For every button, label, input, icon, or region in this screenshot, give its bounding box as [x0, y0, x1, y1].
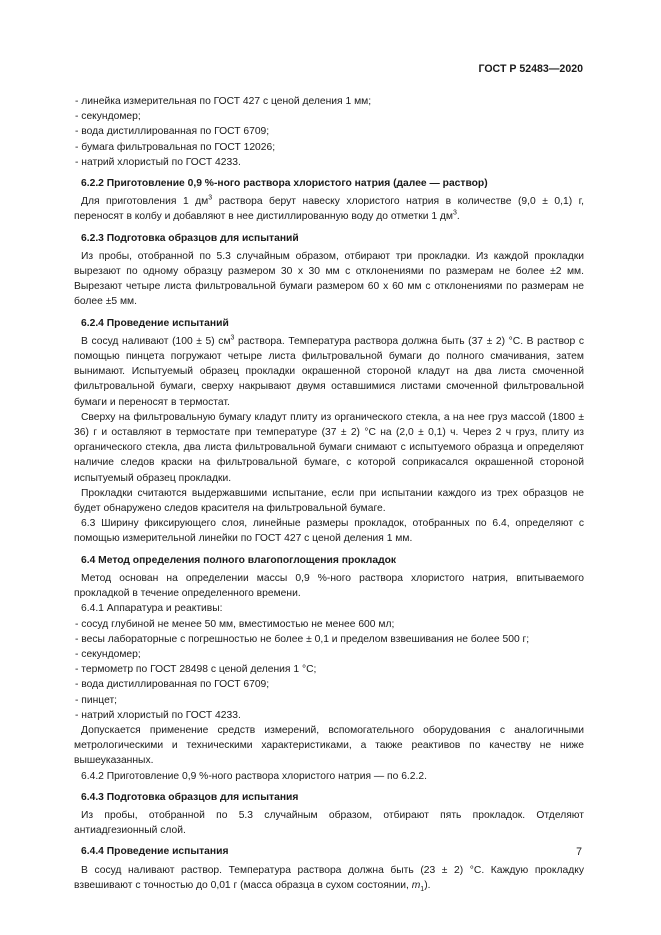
section-6-4-paragraph-1: Метод основан на определении массы 0,9 %-ного раствора хлористого натрия, впитываемого прокладкой в течение определенного времени.: [74, 572, 584, 600]
superscript: 3: [230, 334, 235, 342]
list-item: - линейка измерительная по ГОСТ 427 с ценой деления 1 мм;: [75, 96, 372, 107]
subscript: 1: [420, 885, 425, 893]
list-item: - весы лабораторные с погрешностью не более ± 0,1 и пределом взвешивания не более 500 г;: [75, 633, 530, 645]
list-item: - вода дистиллированная по ГОСТ 6709;: [75, 679, 270, 691]
page-number: 7: [576, 846, 582, 858]
section-6-3-paragraph: 6.3 Ширину фиксирующего слоя, линейные размеры прокладок, отобранных по 6.4, определяют с помощью измерительной линейки по ГОСТ 427 с ценой деления 1 мм.: [74, 518, 584, 545]
section-6-2-4-paragraph-1: В сосуд наливают (100 ± 5) $см^3$ раствора. Температура раствора должна быть (37 ± 2) °С. В раствор с помощью пинцета погружают четыре листа фильтровальной бумаги до полного смачивания, затем вынимают. Испытуемый образец прокладки окрашенной стороной кладут на два листа смоченной фильтровальной бумаги, сверху накрывают двумя оставшимися листами смоченной фильтровальной бумаги и переносят в термостат.: [74, 334, 584, 408]
equipment-list: [74, 94, 584, 170]
superscript: 3: [453, 210, 457, 217]
page-content: [74, 94, 584, 893]
section-6-4-3-paragraph: Из пробы, отобранной по 5.3 случайным образом, отбирают пять прокладок. Отделяют антиадгезионный слой.: [74, 809, 584, 837]
standard-header: ГОСТ Р 52483—2020: [478, 63, 583, 75]
section-6-4-4-paragraph: В сосуд наливают раствор. Температура раствора должна быть (23 ± 2) °С. Каждую прокладку взвешивают с точностью до 0,01 г (масса образца в сухом состоянии, $m_1$).: [74, 864, 584, 893]
section-6-2-3-title: 6.2.3 Подготовка образцов для испытаний: [81, 232, 299, 244]
section-6-2-4-paragraph-3: Прокладки считаются выдержавшими испытание, если при испытании каждого из трех образцов не будет обнаружено следов красителя на фильтровальной бумаге.: [74, 487, 584, 515]
section-6-4-title: 6.4 Метод определения полного влагопоглощения прокладок: [81, 554, 397, 566]
section-6-4-1-label: 6.4.1 Аппаратура и реактивы:: [81, 603, 223, 615]
section-6-4-2-paragraph: 6.4.2 Приготовление 0,9 %-ного раствора хлористого натрия — по 6.2.2.: [81, 770, 427, 782]
section-6-2-4-title: 6.2.4 Проведение испытаний: [81, 317, 229, 329]
apparatus-list: [74, 617, 584, 723]
section-6-4-4-title: 6.4.4 Проведение испытания: [81, 846, 229, 858]
list-item: - натрий хлористый по ГОСТ 4233.: [75, 709, 241, 721]
section-6-2-2-paragraph: Для приготовления 1 $дм^3$ раствора берут навеску хлористого натрия в количестве (9,0 ± 0,1) г, переносят в колбу и добавляют в нее дистиллированную воду до отметки 1 $дм^3$.: [74, 194, 584, 223]
superscript: 3: [208, 194, 213, 202]
section-6-4-paragraph-2: Допускается применение средств измерений, вспомогательного оборудования с аналогичными метрологическими и техническими характеристиками, а также реактивов по качеству не ниже вышеуказанных.: [74, 724, 584, 767]
list-item: - вода дистиллированная по ГОСТ 6709;: [75, 126, 270, 138]
list-item: - натрий хлористый по ГОСТ 4233.: [75, 156, 241, 168]
section-6-2-2-title: 6.2.2 Приготовление 0,9 %-ного раствора хлористого натрия (далее — раствор): [81, 178, 488, 190]
section-6-4-3-title: 6.4.3 Подготовка образцов для испытания: [81, 791, 299, 803]
section-6-2-4-paragraph-2: Сверху на фильтровальную бумагу кладут плиту из органического стекла, а на нее груз массой (1800 ± 36) г и оставляют в термостате при температуре (37 ± 2) °С на (2,0 ± 0,1) ч. Через 2 ч груз, плиту из органического стекла, два листа фильтровальной бумаги снимают с испытуемого образца и определяют наличие следов краски на фильтровальной бумаге, с которой соприкасался окрашенной стороной испытуемый образец прокладки.: [74, 411, 584, 484]
list-item: - термометр по ГОСТ 28498 с ценой деления 1 °С;: [75, 664, 317, 676]
section-6-2-3-paragraph: Из пробы, отобранной по 5.3 случайным образом, отбирают три прокладки. Из каждой прокладки вырезают по одному образцу размером 30 х 30 мм с отклонениями по размерам не более ±2 мм. Вырезают четыре листа фильтровальной бумаги размером 60 х 60 мм с отклонениями по размерам не более ±5 мм.: [74, 250, 584, 308]
list-item: - бумага фильтровальная по ГОСТ 12026;: [75, 141, 276, 153]
list-item: - секундомер;: [75, 648, 141, 660]
list-item: - секундомер;: [75, 111, 141, 123]
list-item: - сосуд глубиной не менее 50 мм, вместимостью не менее 600 мл;: [75, 618, 395, 630]
list-item: - пинцет;: [75, 694, 118, 706]
